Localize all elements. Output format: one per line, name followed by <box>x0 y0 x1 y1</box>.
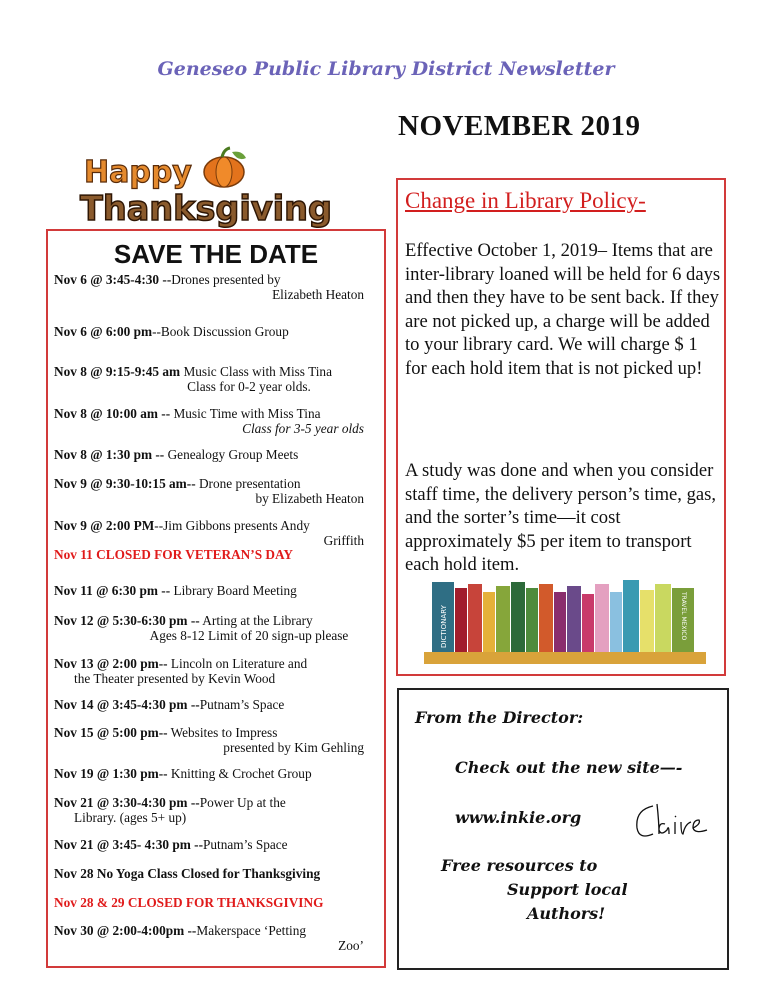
event-date: Nov 6 @ 6:00 pm <box>54 324 153 339</box>
event-title: Power Up at the <box>199 795 286 810</box>
event-detail: Library. (ages 5+ up) <box>74 810 187 825</box>
issue-month: NOVEMBER 2019 <box>398 110 641 142</box>
event-item <box>54 518 384 548</box>
event-date: Nov 21 @ 3:30-4:30 pm -- <box>54 795 200 810</box>
event-detail: Elizabeth Heaton <box>272 287 364 302</box>
event-item <box>54 866 384 881</box>
event-item <box>54 613 384 643</box>
event-detail: Ages 8-12 Limit of 20 sign-up please <box>149 628 349 643</box>
event-title: Arting at the Library <box>199 613 313 628</box>
event-detail: Class for 0-2 year olds. <box>187 379 311 394</box>
book-label-travel-mexico: TRAVEL MEXICO <box>680 592 687 641</box>
event-date: Nov 8 @ 10:00 am -- <box>54 406 171 421</box>
event-detail: Griffith <box>323 533 364 548</box>
event-detail: Zoo’ <box>338 938 364 953</box>
event-detail: Class for 3-5 year olds <box>242 421 364 436</box>
newsletter-masthead: Geneseo Public Library District Newsletter <box>157 58 615 80</box>
event-item <box>54 697 384 712</box>
event-item <box>54 837 384 852</box>
director-heading: From the Director: <box>415 708 584 727</box>
event-title: Drone presentation <box>195 476 301 491</box>
event-date: Nov 8 @ 1:30 pm -- <box>54 447 165 462</box>
event-title: --Jim Gibbons presents Andy <box>154 518 310 533</box>
director-line-2: Free resources to <box>441 856 598 875</box>
event-date: Nov 9 @ 9:30-10:15 am-- <box>54 476 196 491</box>
event-date: Nov 8 @ 9:15-9:45 am <box>54 364 181 379</box>
event-date: Nov 30 @ 2:00-4:00pm -- <box>54 923 197 938</box>
event-item <box>54 547 384 562</box>
logo-happy: Happy <box>84 155 192 190</box>
event-title: Music Time with Miss Tina <box>170 406 321 421</box>
pumpkin-icon <box>204 148 246 187</box>
happy-thanksgiving-logo <box>76 146 338 230</box>
event-date: Nov 9 @ 2:00 PM <box>54 518 155 533</box>
policy-box <box>396 178 726 676</box>
event-date: Nov 15 @ 5:00 pm-- <box>54 725 168 740</box>
event-title: Putnam’s Space <box>203 837 288 852</box>
event-title: Genealogy Group Meets <box>164 447 299 462</box>
event-item <box>54 324 384 339</box>
event-detail: the Theater presented by Kevin Wood <box>74 671 276 686</box>
event-title: Library Board Meeting <box>170 583 297 598</box>
event-title: Makerspace ‘Petting <box>196 923 307 938</box>
event-date: Nov 11 @ 6:30 pm -- <box>54 583 171 598</box>
event-item <box>54 795 384 825</box>
save-the-date-heading: SAVE THE DATE <box>113 239 319 269</box>
event-item <box>54 583 384 598</box>
director-line-3: Support local <box>507 880 628 899</box>
event-date: Nov 6 @ 3:45-4:30 -- <box>54 272 172 287</box>
event-item <box>54 923 384 953</box>
event-item <box>54 272 384 302</box>
book-label-dictionary: DICTIONARY <box>440 605 448 648</box>
event-date: Nov 21 @ 3:45- 4:30 pm -- <box>54 837 204 852</box>
policy-paragraph-2: A study was done and when you consider staff time, the delivery person’s time, gas, and the sorter’s time—it cost approximately $5 per item to transport each hold item. <box>405 460 717 575</box>
event-date: Nov 28 No Yoga Class Closed for Thanksgiving <box>54 866 321 881</box>
event-detail: by Elizabeth Heaton <box>255 491 364 506</box>
policy-title: Change in Library Policy- <box>405 188 646 213</box>
bookshelf-image <box>424 578 706 664</box>
event-date: Nov 19 @ 1:30 pm-- <box>54 766 168 781</box>
event-title: Putnam’s Space <box>199 697 285 712</box>
director-website[interactable]: www.inkie.org <box>455 808 582 827</box>
event-item <box>54 447 384 462</box>
event-date: Nov 14 @ 3:45-4:30 pm -- <box>54 697 200 712</box>
event-item <box>54 364 384 394</box>
event-detail: presented by Kim Gehling <box>223 740 364 755</box>
event-date: Nov 13 @ 2:00 pm-- <box>54 656 168 671</box>
event-title: Knitting & Crochet Group <box>167 766 312 781</box>
event-item <box>54 895 384 910</box>
event-title: Lincoln on Literature and <box>167 656 308 671</box>
event-item <box>54 725 384 755</box>
closure-notice: Nov 28 & 29 CLOSED FOR THANKSGIVING <box>54 895 324 910</box>
event-item <box>54 476 384 506</box>
director-signature <box>631 798 713 844</box>
director-box <box>397 688 729 970</box>
event-title: Drones presented by <box>171 272 281 287</box>
event-title: Music Class with Miss Tina <box>180 364 332 379</box>
policy-paragraph-1: Effective October 1, 2019– Items that are inter-library loaned will be held for 6 days and then they have to be sent back. If they are not picked up, a charge will be added to your library card. We will charge $ 1 for each hold item that is not picked up! <box>405 240 721 379</box>
closure-notice: Nov 11 CLOSED FOR VETERAN’S DAY <box>54 547 294 562</box>
event-item <box>54 406 384 436</box>
director-line-4: Authors! <box>527 904 606 923</box>
events-box <box>46 229 386 968</box>
event-title: --Book Discussion Group <box>152 324 289 339</box>
event-title: Websites to Impress <box>167 725 278 740</box>
event-item <box>54 766 384 781</box>
logo-thanksgiving: Thanksgiving <box>80 189 332 229</box>
event-item <box>54 656 384 686</box>
event-date: Nov 12 @ 5:30-6:30 pm -- <box>54 613 200 628</box>
director-line-1: Check out the new site—- <box>455 758 683 777</box>
